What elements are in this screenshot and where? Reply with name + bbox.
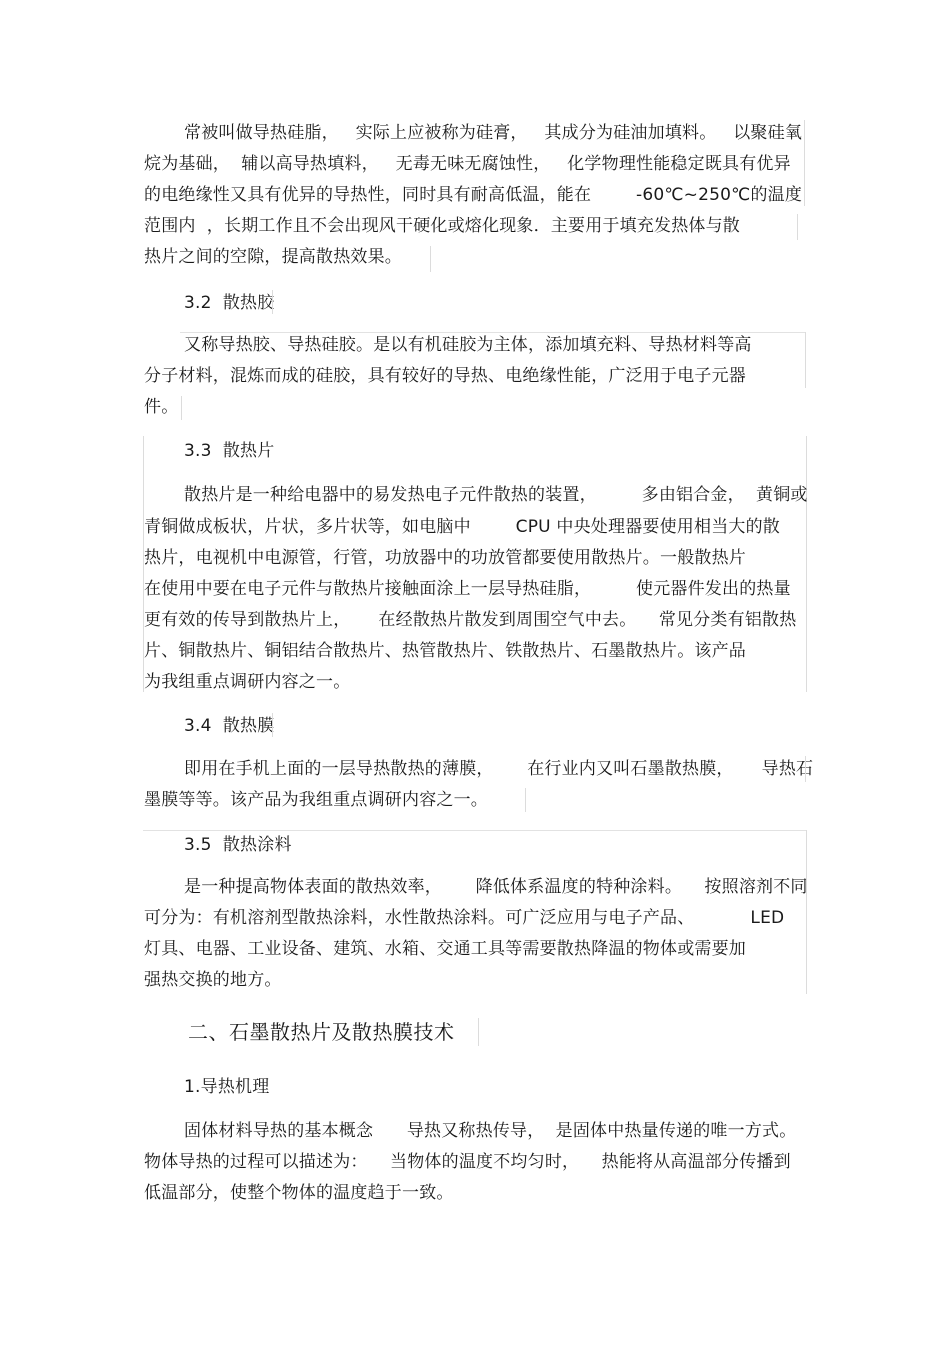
heading-3-5: 3.5 散热涂料 <box>184 835 292 855</box>
border-line <box>797 214 798 240</box>
text-line: 散热片是一种给电器中的易发热电子元件散热的装置， 多由铝合金， 黄铜或 <box>184 485 808 505</box>
text-line: 固体材料导热的基本概念 导热又称热传导， 是固体中热量传递的唯一方式。 <box>184 1121 797 1141</box>
text-line: 更有效的传导到散热片上， 在经散热片散发到周围空气中去。 常见分类有铝散热 <box>144 610 797 630</box>
heading-3-2: 3.2 散热胶 <box>184 293 275 313</box>
text-line: 即用在手机上面的一层导热散热的薄膜， 在行业内又叫石墨散热膜， 导热石 <box>184 759 814 779</box>
section-title-graphite: 二、石墨散热片及散热膜技术 <box>188 1020 455 1044</box>
text-line: 范围内 ，长期工作且不会出现风干硬化或熔化现象．主要用于填充发热体与散 <box>144 216 741 236</box>
border-line <box>180 332 805 333</box>
text-line: 物体导热的过程可以描述为： 当物体的温度不均匀时， 热能将从高温部分传播到 <box>144 1152 791 1172</box>
border-line <box>805 756 806 782</box>
text-line: 烷为基础， 辅以高导热填料， 无毒无味无腐蚀性， 化学物理性能稳定既具有优异 <box>144 154 791 174</box>
text-line: 为我组重点调研内容之一。 <box>144 672 351 692</box>
text-line: 热片，电视机中电源管，行管，功放器中的功放管都要使用散热片。一般散热片 <box>144 548 746 568</box>
text-line: 件。 <box>144 397 179 417</box>
text-line: 强热交换的地方。 <box>144 970 282 990</box>
text-line: 灯具、电器、工业设备、建筑、水箱、交通工具等需要散热降温的物体或需要加 <box>144 939 746 959</box>
text-line: 在使用中要在电子元件与散热片接触面涂上一层导热硅脂， 使元器件发出的热量 <box>144 579 791 599</box>
border-line <box>804 120 805 206</box>
text-line: 分子材料，混炼而成的硅胶，具有较好的导热、电绝缘性能，广泛用于电子元器 <box>144 366 746 386</box>
text-line: 墨膜等等。该产品为我组重点调研内容之一。 <box>144 790 488 810</box>
border-line <box>478 1018 479 1046</box>
text-line: 低温部分，使整个物体的温度趋于一致。 <box>144 1183 454 1203</box>
border-line <box>806 436 807 692</box>
border-line <box>806 830 807 994</box>
border-line <box>143 830 807 831</box>
heading-1: 1.导热机理 <box>184 1077 270 1097</box>
border-line <box>181 396 182 420</box>
border-line <box>272 290 273 314</box>
text-line: 青铜做成板状，片状，多片状等，如电脑中 CPU 中央处理器要使用相当大的散 <box>144 517 780 537</box>
text-line: 是一种提高物体表面的散热效率， 降低体系温度的特种涂料。 按照溶剂不同 <box>184 877 808 897</box>
border-line <box>525 788 526 812</box>
border-line <box>272 713 273 737</box>
border-line <box>430 246 431 272</box>
border-line <box>805 332 806 388</box>
text-line: 片、铜散热片、铜铝结合散热片、热管散热片、铁散热片、石墨散热片。该产品 <box>144 641 746 661</box>
heading-3-3: 3.3 散热片 <box>184 441 275 461</box>
text-line: 常被叫做导热硅脂， 实际上应被称为硅膏， 其成分为硅油加填料。 以聚硅氧 <box>184 123 803 143</box>
text-line: 的电绝缘性又具有优异的导热性，同时具有耐高低温，能在 -60℃~250℃的温度 <box>144 185 803 205</box>
text-line: 可分为：有机溶剂型散热涂料，水性散热涂料。可广泛应用与电子产品、 LED <box>144 908 785 928</box>
heading-3-4: 3.4 散热膜 <box>184 716 275 736</box>
text-line: 热片之间的空隙，提高散热效果。 <box>144 247 402 267</box>
text-line: 又称导热胶、导热硅胶。是以有机硅胶为主体，添加填充料、导热材料等高 <box>184 335 752 355</box>
